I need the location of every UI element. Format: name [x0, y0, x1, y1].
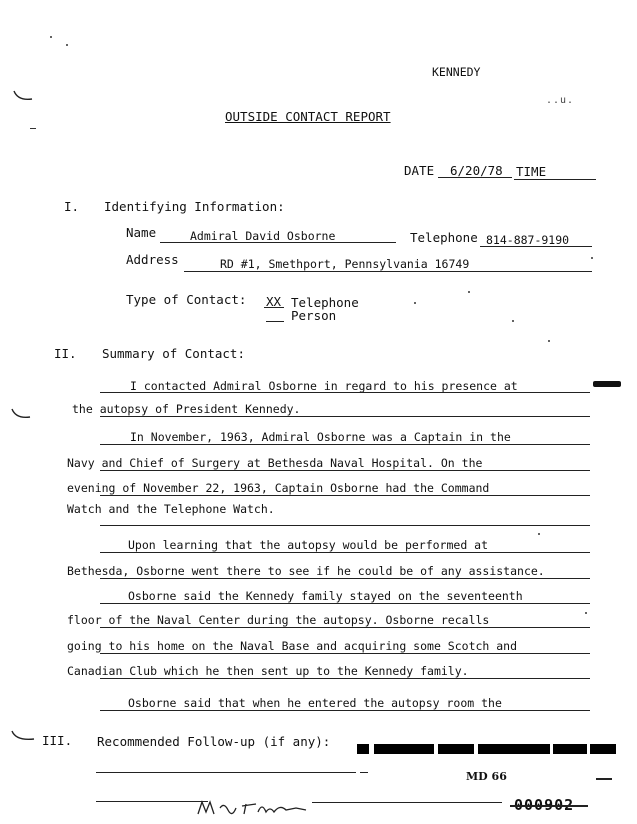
- scan-mark: [10, 406, 32, 425]
- contact-option-telephone: Telephone: [291, 295, 359, 310]
- telephone-line: [480, 246, 592, 247]
- summary-line: Bethesda, Osborne went there to see if he could be of any assistance.: [67, 564, 545, 578]
- name-line: [160, 242, 396, 243]
- scan-dot: [66, 44, 68, 46]
- summary-line: Upon learning that the autopsy would be performed at: [128, 538, 489, 552]
- section-iii-numeral: III.: [42, 733, 73, 748]
- rule-line: [100, 710, 590, 711]
- rule-line: [100, 627, 590, 628]
- rule-line: [96, 801, 208, 802]
- summary-line: Canadian Club which he then sent up to the Kennedy family.: [67, 664, 469, 678]
- rule-line: [100, 470, 590, 471]
- date-label: DATE: [404, 163, 435, 178]
- summary-line: Watch and the Telephone Watch.: [67, 502, 275, 516]
- rule-line: [100, 444, 590, 445]
- scan-dot: [538, 533, 540, 535]
- scan-dot: [585, 612, 587, 614]
- scan-dot: [512, 320, 514, 322]
- address-line: [184, 271, 592, 272]
- rule-line: [100, 392, 590, 393]
- contact-mark: XX: [266, 294, 282, 309]
- summary-line: evening of November 22, 1963, Captain Osborne had the Command: [67, 481, 490, 495]
- name-value: Admiral David Osborne: [190, 229, 336, 243]
- name-label: Name: [126, 225, 157, 240]
- redaction-mark: [593, 381, 621, 387]
- address-label: Address: [126, 252, 179, 267]
- telephone-value: 814-887-9190: [486, 233, 570, 247]
- page-stamp-fragment: ..​u​.: [546, 95, 575, 106]
- summary-line: going to his home on the Naval Base and acquiring some Scotch and: [67, 639, 518, 653]
- address-value: RD #1, Smethport, Pennsylvania 16749: [220, 257, 470, 271]
- redaction-block: [438, 744, 474, 754]
- signature: [196, 796, 316, 824]
- rule-line: [100, 603, 590, 604]
- redaction-block: [478, 744, 550, 754]
- document-number: 000902: [514, 796, 575, 814]
- rule-line: [312, 802, 502, 803]
- section-ii-numeral: II.: [54, 346, 77, 361]
- summary-line: Navy and Chief of Surgery at Bethesda Naval Hospital. On the: [67, 456, 483, 470]
- rule-line: [100, 495, 590, 496]
- rule-line: [100, 525, 590, 526]
- time-label: TIME: [516, 164, 547, 179]
- section-iii-heading: Recommended Follow-up (if any):: [97, 734, 331, 749]
- section-i-numeral: I.: [64, 199, 80, 214]
- rule-line: [100, 416, 590, 417]
- rule-line: [100, 552, 590, 553]
- scan-dot: [548, 340, 550, 342]
- telephone-label: Telephone: [410, 230, 478, 245]
- date-line: [438, 177, 512, 178]
- contact-option-person-line: [266, 321, 284, 322]
- section-ii-heading: Summary of Contact:: [102, 346, 245, 361]
- summary-line: Osborne said the Kennedy family stayed on the seventeenth: [128, 589, 523, 603]
- case-name: KENNEDY: [432, 65, 481, 79]
- summary-line: I contacted Admiral Osborne in regard to his presence at: [130, 379, 518, 393]
- rule-line: [100, 678, 590, 679]
- contact-option-person: Person: [291, 308, 337, 323]
- rule-line: [360, 772, 368, 773]
- scan-dot: [468, 291, 470, 293]
- time-line: [514, 179, 596, 180]
- document-number-strike: [510, 805, 588, 807]
- rule-line: [96, 772, 356, 773]
- redaction-block: [553, 744, 587, 754]
- summary-line: floor of the Naval Center during the autopsy. Osborne recalls: [67, 613, 490, 627]
- md-number: MD 66: [466, 770, 507, 783]
- section-i-heading: Identifying Information:: [104, 199, 285, 214]
- scan-mark: [30, 128, 36, 129]
- report-title: OUTSIDE CONTACT REPORT: [225, 109, 391, 124]
- scan-dot: [591, 257, 593, 259]
- contact-type-label: Type of Contact:: [126, 292, 247, 307]
- rule-line: [100, 653, 590, 654]
- scan-dot: [414, 302, 416, 304]
- rule-line: [100, 578, 590, 579]
- redaction-block: [357, 744, 369, 754]
- date-value: 6/20/78: [450, 163, 503, 178]
- rule-line: [596, 778, 612, 780]
- summary-line: In November, 1963, Admiral Osborne was a Captain in the: [130, 430, 511, 444]
- redaction-block: [374, 744, 434, 754]
- redaction-block: [590, 744, 616, 754]
- summary-line: Osborne said that when he entered the autopsy room the: [128, 696, 502, 710]
- scan-mark: [10, 728, 36, 747]
- scan-dot: [50, 36, 52, 38]
- scan-mark: [12, 88, 34, 107]
- summary-line: the autopsy of President Kennedy.: [72, 402, 301, 416]
- contact-mark-line: [264, 307, 284, 308]
